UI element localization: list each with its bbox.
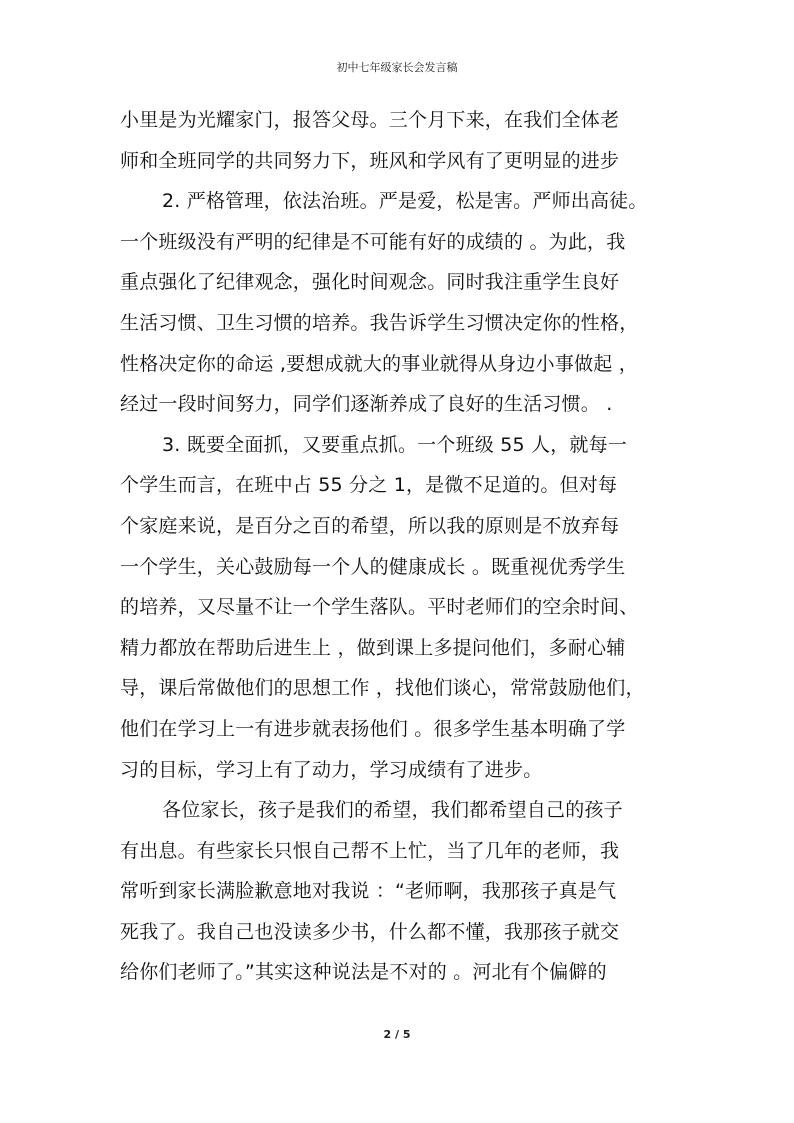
page-number: 2 / 5 bbox=[383, 1028, 411, 1041]
text-line: 个学生而言，在班中占 55 分之 1，是微不足道的。但对每 bbox=[120, 474, 618, 497]
text-line: 生活习惯、卫生习惯的培养。我告诉学生习惯决定你的性格， bbox=[120, 311, 639, 334]
text-line: 师和全班同学的共同努力下，班风和学风有了更明显的进步 bbox=[120, 149, 620, 172]
text-line: 3. 既要全面抓，又要重点抓。一个班级 55 人，就每一 bbox=[162, 433, 628, 456]
text-line: 精力都放在帮助后进生上 ，做到课上多提问他们，多耐心辅 bbox=[120, 636, 626, 659]
text-line: 个家庭来说，是百分之百的希望，所以我的原则是不放弃每 bbox=[120, 514, 620, 537]
text-line: 的培养，又尽量不让一个学生落队。平时老师们的空余时间、 bbox=[120, 596, 639, 619]
text-line: 导，课后常做他们的思想工作 ，找他们谈心，常常鼓励他们， bbox=[120, 677, 645, 700]
text-line: 小里是为光耀家门，报答父母。三个月下来，在我们全体老 bbox=[120, 109, 620, 131]
text-line: 重点强化了纪律观念，强化时间观念。同时我注重学生良好 bbox=[120, 271, 620, 294]
body-text bbox=[120, 100, 700, 993]
text-line: 一个学生，关心鼓励每一个人的健康成长 。既重视优秀学生 bbox=[120, 555, 626, 578]
text-line: 常听到家长满脸歉意地对我说 ：“老师啊，我那孩子真是气 bbox=[120, 880, 617, 903]
text-line: 一个班级没有严明的纪律是不可能有好的成绩的 。为此，我 bbox=[120, 230, 626, 253]
text-line: 2. 严格管理，依法治班。严是爱，松是害。严师出高徒。 bbox=[162, 190, 648, 213]
text-line: 经过一段时间努力，同学们逐渐养成了良好的生活习惯。 . bbox=[120, 393, 613, 416]
page-header: 初中七年级家长会发言稿 bbox=[336, 61, 458, 74]
text-line: 给你们老师了。”其实这种说法是不对的 。河北有个偏僻的 bbox=[120, 961, 607, 984]
text-line: 死我了。我自己也没读多少书，什么都不懂，我那孩子就交 bbox=[120, 920, 620, 943]
text-line: 各位家长，孩子是我们的希望，我们都希望自己的孩子 bbox=[162, 799, 623, 822]
text-line: 他们在学习上一有进步就表扬他们 。很多学生基本明确了学 bbox=[120, 717, 626, 740]
text-line: 有出息。有些家长只恨自己帮不上忙，当了几年的老师，我 bbox=[120, 839, 620, 862]
text-line: 习的目标，学习上有了动力，学习成绩有了进步。 bbox=[120, 758, 543, 781]
text-line: 性格决定你的命运 ,要想成就大的事业就得从身边小事做起 ， bbox=[120, 352, 638, 375]
